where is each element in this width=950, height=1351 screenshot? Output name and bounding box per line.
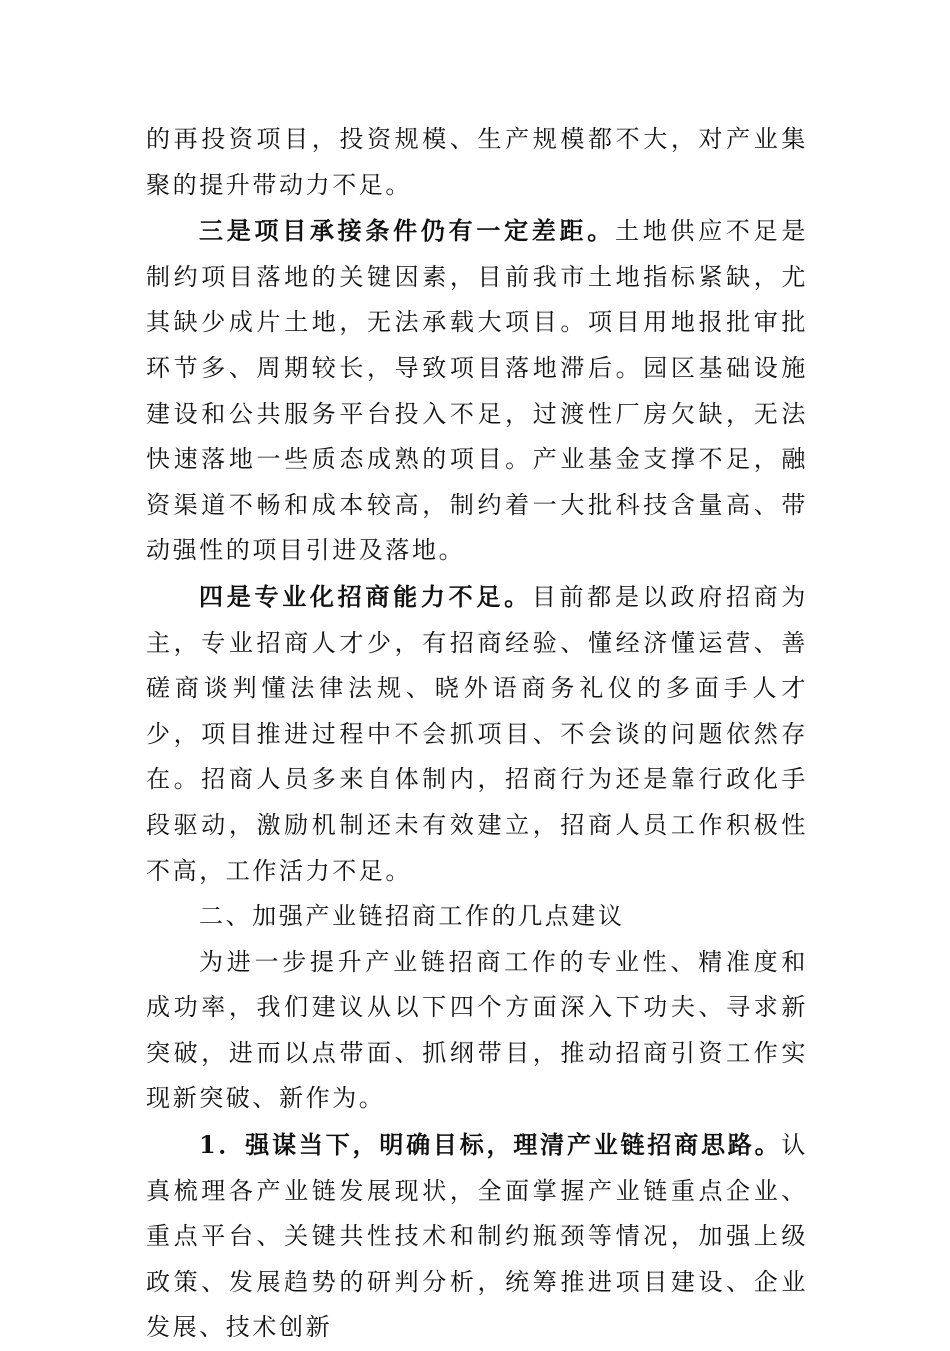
- paragraph-text: 土地供应不足是制约项目落地的关键因素，目前我市土地指标紧缺，尤其缺少成片土地，无法承载大项目。项目用地报批审批环节多、周期较长，导致项目落地滞后。园区基础设施建设和公共服务平台投入不足，过渡性厂房欠缺，无法快速落地一些质态成熟的项目。产业基金支撑不足，融资渠道不畅和成本较高，制约着一大批科技含量高、带动强性的项目引进及落地。: [146, 217, 808, 565]
- document-body: [146, 117, 808, 1351]
- paragraph-continuation: [146, 117, 808, 208]
- paragraph-text: 目前都是以政府招商为主，专业招商人才少，有招商经验、懂经济懂运营、善磋商谈判懂法律法规、晓外语商务礼仪的多面手人才少，项目推进过程中不会抓项目、不会谈的问题依然存在。招商人员多来自体制内，招商行为还是靠行政化手段驱动，激励机制还未有效建立，招商人员工作积极性不高，工作活力不足。: [146, 582, 809, 885]
- paragraph-professional-capacity: [146, 574, 808, 894]
- paragraph-lead: 1．强谋当下，明确目标，理清产业链招商思路。: [199, 1130, 782, 1160]
- paragraph-text: 为进一步提升产业链招商工作的专业性、精准度和成功率，我们建议从以下四个方面深入下功夫、寻求新突破，进而以点带面、抓纲带目，推动招商引资工作实现新突破、新作为。: [146, 947, 808, 1113]
- paragraph-suggestion-1: [146, 1122, 808, 1351]
- section-heading: 二、加强产业链招商工作的几点建议: [199, 902, 625, 931]
- paragraph-lead: 四是专业化招商能力不足。: [199, 581, 532, 611]
- paragraph-text: 认真梳理各产业链发展现状，全面掌握产业链重点企业、重点平台、关键共性技术和制约瓶颈等情况，加强上级政策、发展趋势的研判分析，统筹推进项目建设、企业发展、技术创新: [146, 1131, 808, 1342]
- paragraph-introduction: [146, 940, 808, 1122]
- paragraph-text: 的再投资项目，投资规模、生产规模都不大，对产业集聚的提升带动力不足。: [146, 125, 808, 199]
- paragraph-lead: 三是项目承接条件仍有一定差距。: [199, 216, 615, 246]
- paragraph-project-conditions: [146, 208, 808, 574]
